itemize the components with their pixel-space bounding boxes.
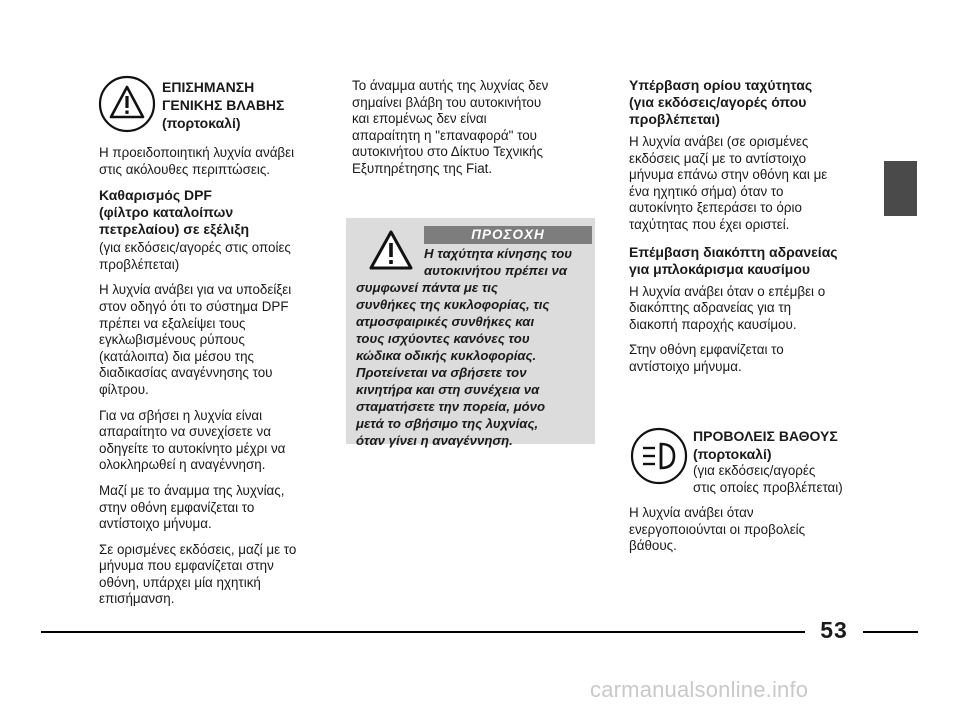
caution-lead: Η ταχύτητα κίνησης του αυτοκινήτου πρέπει να xyxy=(424,246,573,278)
footer-rule-left xyxy=(41,631,805,633)
dpf-subheading: (για εκδόσεις/αγορές στις οποίες προβλέπεται) xyxy=(99,240,291,272)
warning-triangle-icon xyxy=(368,229,414,271)
low-beam-title: ΠΡΟΒΟΛΕΙΣ ΒΑΘΟΥΣ (πορτοκαλί) xyxy=(693,428,838,462)
low-beam-text: Η λυχνία ανάβει όταν ενεργοποιούνται οι προβολείς βάθους. xyxy=(629,505,806,554)
dpf-paragraph-2: Για να σβήσει η λυχνία είναι απαραίτητο να συνεχίσετε να οδηγείτε το αυτοκίνητο μέχρι να ολοκληρωθεί η αναγέννηση. xyxy=(99,407,286,473)
general-warning-text: Η προειδοποιητική λυχνία ανάβει στις ακόλουθες περιπτώσεις. xyxy=(99,145,295,177)
dpf-paragraph-3: Μαζί με το άναμμα της λυχνίας, στην οθόνη εμφανίζεται το αντίστοιχο μήνυμα. xyxy=(99,482,285,532)
middle-text xyxy=(352,78,592,187)
dpf-paragraph-1: Η λυχνία ανάβει για να υποδείξει στον οδηγό ότι το σύστημα DPF πρέπει να εξαλείψει τους εγκλωβισμένους ρύπους (κατάλοιπα) δια μέσου της διαδικασίας αναγέννησης του φίλτρου. xyxy=(99,282,292,397)
speed-text: Η λυχνία ανάβει (σε ορισμένες εκδόσεις μαζί με το αντίστοιχο μήνυμα επάνω στην οθόνη και με ένα ηχητικό σήμα) όταν το αυτοκίνητο ξεπεράσει το όριο ταχύτητας που έχει οριστεί. xyxy=(629,134,828,232)
inertia-paragraph-2: Στην οθόνη εμφανίζεται το αντίστοιχο μήνυμα. xyxy=(629,342,784,374)
speed-heading: Υπέρβαση ορίου ταχύτητας (για εκδόσεις/αγορές όπου προβλέπεται) xyxy=(629,77,813,127)
page-number: 53 xyxy=(820,617,848,643)
middle-paragraph: Το άναμμα αυτής της λυχνίας δεν σημαίνει βλάβη του αυτοκινήτου και επομένως δεν είναι απαραίτητη η "επαναφορά" του αυτοκινήτου στο Δίκτυο Τεχνικής Εξυπηρέτησης της Fiat. xyxy=(352,78,549,176)
dpf-heading: Καθαρισμός DPF (φίλτρο καταλοίπων πετρελαίου) σε εξέλιξη xyxy=(99,187,250,238)
low-beam-text-wrap xyxy=(629,505,874,564)
watermark: carmanualsonline.info xyxy=(590,677,809,702)
dpf-paragraph-4: Σε ορισμένες εκδόσεις, μαζί με το μήνυμα που εμφανίζεται στην οθόνη, υπάρχει μία ηχητική επισήμανση. xyxy=(99,541,297,607)
rear-fog-lamp-icon xyxy=(630,427,688,485)
general-warning-title: ΕΠΙΣΗΜΑΝΣΗ ΓΕΝΙΚΗΣ ΒΛΑΒΗΣ (πορτοκαλί) xyxy=(162,79,285,131)
caution-title: ΠΡΟΣΟΧΗ xyxy=(424,226,592,244)
footer-rule-right xyxy=(863,631,918,633)
section-tab xyxy=(884,161,917,216)
right-column xyxy=(629,77,874,385)
left-column xyxy=(99,145,339,617)
inertia-paragraph-1: Η λυχνία ανάβει όταν ο επέμβει ο διακόπτης αδρανείας για τη διακοπή παροχής καυσίμου. xyxy=(629,283,826,332)
caution-body: συμφωνεί πάντα με τις συνθήκες της κυκλοφορίας, τις ατμοσφαιρικές συνθήκες και τους ισχύοντες κανόνες του κώδικα οδικής κυκλοφορίας. Προτείνεται να σβήσετε τον κινητήρα και στη συνέχεια να σταματήσετε την πορεία, μόνο μετά το σβήσιμο της λυχνίας, όταν γίνει η αναγέννηση. xyxy=(356,280,550,448)
low-beam-subtitle: (για εκδόσεις/αγορές στις οποίες προβλέπεται) xyxy=(693,463,843,495)
inertia-heading: Επέμβαση διακόπτη αδρανείας για μπλοκάρισμα καυσίμου xyxy=(629,243,838,277)
warning-triangle-icon xyxy=(98,75,156,133)
